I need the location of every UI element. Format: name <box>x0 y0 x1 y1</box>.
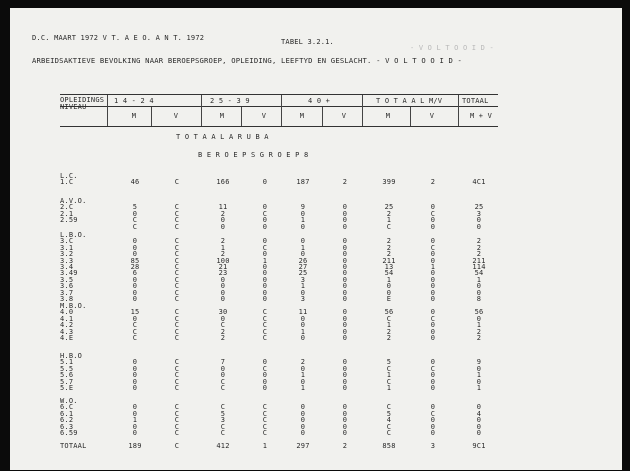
table-cell: 166 <box>216 178 230 187</box>
table-cell: 399 <box>382 178 396 187</box>
table-cell: 0 0 0 0 <box>342 203 348 231</box>
sub-header-m: M <box>299 112 305 120</box>
table-cell: C C C C C <box>174 358 180 393</box>
table-cell: 0 0 0 0 0 <box>342 358 348 393</box>
group-header-40-plus: 4 0 + <box>308 97 331 105</box>
row-label: L.B.O. 3.C 3.1 3.2 3.3 3.4 3.49 3.5 3.6 3.7 3.8 <box>60 231 87 304</box>
table-cell: 0 0 0 0 0 <box>342 308 348 343</box>
table-cell: 0 0 1 0 0 <box>132 403 138 438</box>
group-header-25-39: 2 5 - 3 9 <box>210 97 250 105</box>
faint-overprint: - V O L T O O I D - <box>410 44 494 52</box>
table-cell: 2 2 2 211 13 54 1 0 0 E <box>382 237 396 304</box>
table-cell: 412 <box>216 442 230 450</box>
row-label: H.B.O 5.1 5.5 5.6 5.7 5.E <box>60 352 83 393</box>
section-title: T O T A A L A R U B A <box>176 133 269 141</box>
table-cell: 11 0 0 1 0 <box>298 308 308 343</box>
col-divider <box>107 95 108 126</box>
table-cell: 0 0 0 0 0 <box>300 403 306 438</box>
sub-header-m: M <box>219 112 225 120</box>
sub-header-v: V <box>261 112 267 120</box>
header-top-left: D.C. MAART 1972 V T. A E O. A N T. 1972 <box>32 34 205 42</box>
table-cell: 25 3 0 0 <box>474 203 484 231</box>
table-cell: C <box>174 442 180 450</box>
document-page <box>10 8 622 470</box>
col-divider <box>410 107 411 126</box>
table-cell: C C C C C <box>174 308 180 343</box>
sub-header-mv: M + V <box>469 112 493 120</box>
table-cell: 0 C 0 0 <box>262 203 268 231</box>
header-rule-top <box>60 94 498 95</box>
table-cell: 0 0 0 0 0 0 0 0 0 0 <box>342 237 348 304</box>
table-cell: 2 <box>430 178 436 187</box>
table-cell: 7 0 0 C C <box>220 358 226 393</box>
table-cell: 0 0 0 0 0 <box>342 403 348 438</box>
group-header-totaal-mv: T O T A A L M/V <box>376 97 443 105</box>
table-subtitle: ARBEIDSAKTIEVE BEVOLKING NAAR BEROEPSGROEP, OPLEIDING, LEEFTYD EN GESLACHT. - V O L T O O I D - <box>32 56 463 65</box>
table-cell: 0 C 0 0 0 <box>430 358 436 393</box>
table-cell: C C C C <box>174 203 180 231</box>
table-cell: C C C C C <box>174 403 180 438</box>
sub-header-v: V <box>341 112 347 120</box>
table-cell: 0 C 0 0 0 <box>430 403 436 438</box>
table-cell: 56 0 1 2 2 <box>474 308 484 343</box>
row-label: W.O. 6.C 6.1 6.2 6.3 6.59 <box>60 397 78 438</box>
col-divider <box>322 107 323 126</box>
table-cell: 9C1 <box>472 442 486 450</box>
row-label: A.V.O. 2.C 2.1 2.59 <box>60 197 87 225</box>
table-cell: 2 2 2 211 114 54 1 0 0 8 <box>472 237 486 304</box>
table-cell: C 5 4 C C <box>386 403 392 438</box>
table-cell: 189 <box>128 442 142 450</box>
table-cell: 0 C 0 0 <box>430 203 436 231</box>
tabel-number: TABEL 3.2.1. <box>281 38 334 46</box>
table-cell: 30 0 C 2 2 <box>218 308 228 343</box>
group-header-14-24: 1 4 - 2 4 <box>114 97 154 105</box>
row-label: L.C. 1.C <box>60 172 78 187</box>
table-cell: 4C1 <box>472 178 486 187</box>
header-rule-bottom <box>60 126 498 127</box>
col-divider <box>201 95 202 126</box>
table-cell: 9 0 1 0 1 <box>476 358 482 393</box>
table-cell: 0 4 0 0 0 <box>476 403 482 438</box>
table-cell: 0 1 0 26 27 25 3 1 0 3 <box>298 237 308 304</box>
sub-header-v: V <box>173 112 179 120</box>
table-cell: 9 0 1 0 <box>300 203 306 231</box>
table-cell: 3 <box>430 442 436 450</box>
sub-header-m: M <box>131 112 137 120</box>
table-cell: C C C C C C C C C C <box>174 237 180 304</box>
col-divider <box>362 95 363 126</box>
row-label: TOTAAL <box>60 442 87 450</box>
table-cell: 46 <box>130 178 140 187</box>
table-cell: C <box>174 178 180 187</box>
table-cell: C C C C C <box>262 308 268 343</box>
row-label: M.B.O. 4.0 4.1 4.2 4.3 4.E <box>60 302 87 343</box>
table-cell: 5 C 1 C 1 <box>386 358 392 393</box>
table-cell: 0 C 0 0 0 <box>262 358 268 393</box>
table-cell: 0 <box>262 178 268 187</box>
table-cell: 15 0 C C C <box>130 308 140 343</box>
table-cell: 0 C 0 0 1 0 0 0 0 0 <box>430 237 436 304</box>
table-cell: 25 2 1 C <box>384 203 394 231</box>
table-cell: 5 0 C C <box>132 203 138 231</box>
header-rule-mid <box>60 106 498 107</box>
table-cell: 11 2 0 0 <box>218 203 228 231</box>
table-cell: C C C C C <box>262 403 268 438</box>
table-cell: 2 <box>342 442 348 450</box>
table-cell: C 5 3 C C <box>220 403 226 438</box>
table-cell: 0 C 0 1 0 0 0 0 0 0 <box>262 237 268 304</box>
col-divider <box>281 95 282 126</box>
table-cell: 2 0 1 0 1 <box>300 358 306 393</box>
table-cell: 0 0 0 0 0 <box>132 358 138 393</box>
table-cell: 0 C 0 0 0 <box>430 308 436 343</box>
col-divider <box>151 107 152 126</box>
col-divider <box>241 107 242 126</box>
row-header-label: OPLEIDINGS NIVEAU <box>60 96 105 111</box>
table-cell: 2 1 2 100 21 23 0 0 0 0 <box>216 237 230 304</box>
group-header-totaal: TOTAAL <box>462 97 489 105</box>
table-cell: 1 <box>262 442 268 450</box>
table-cell: 0 0 0 85 28 6 0 0 0 0 <box>130 237 140 304</box>
table-cell: 297 <box>296 442 310 450</box>
col-divider <box>458 95 459 126</box>
group-title: B E R O E P S G R O E P 8 <box>198 151 309 159</box>
table-cell: 187 <box>296 178 310 187</box>
sub-header-v: V <box>429 112 435 120</box>
table-cell: 56 C 1 2 2 <box>384 308 394 343</box>
sub-header-m: M <box>385 112 391 120</box>
table-cell: 858 <box>382 442 396 450</box>
table-cell: 2 <box>342 178 348 187</box>
